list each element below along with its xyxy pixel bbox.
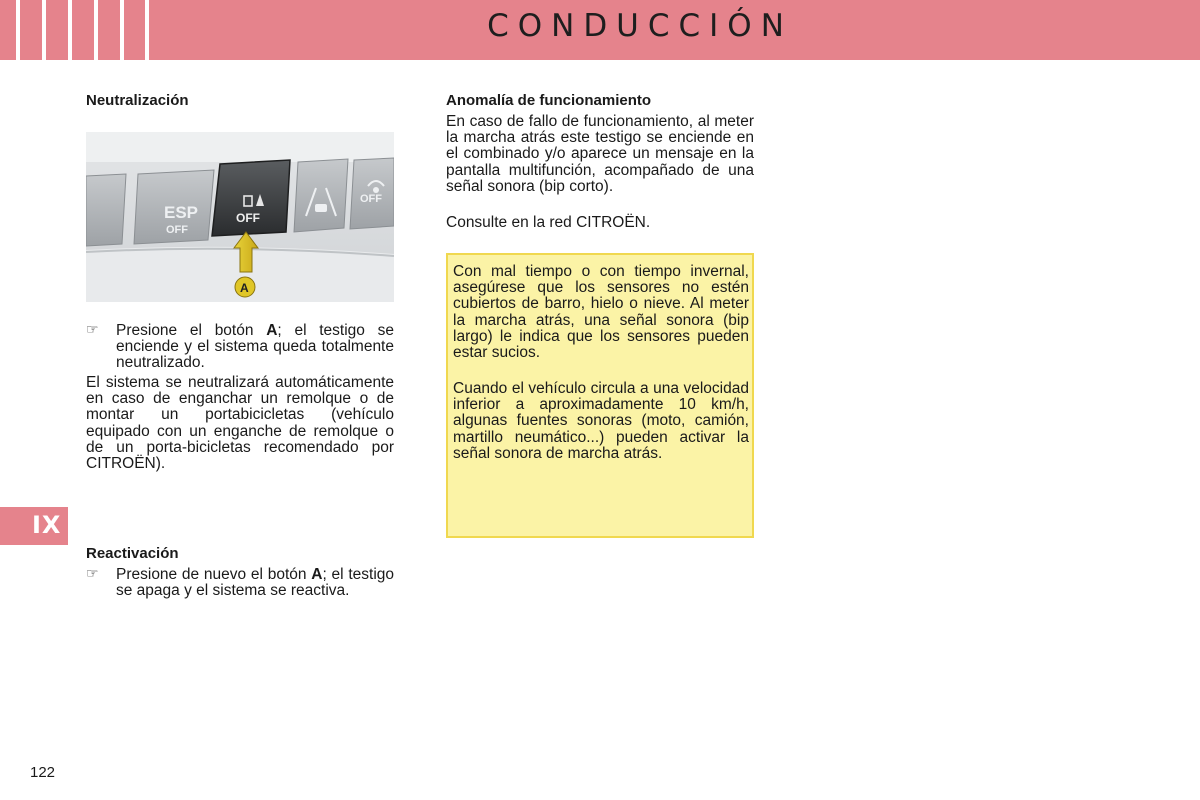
reactivation-heading: Reactivación: [86, 545, 179, 562]
header-stripe: [42, 0, 46, 60]
header-stripe: [94, 0, 98, 60]
notice-speed-text: Cuando el vehículo circula a una velocidad inferior a aproximadamente 10 km/h, algunas fuentes sonoras (moto, camión, martillo neumático...) pueden activar la señal sonora de marcha atrás.: [453, 380, 749, 462]
bullet-reactivate-bold: A: [311, 566, 323, 583]
anomaly-paragraph: En caso de fallo de funcionamiento, al meter la marcha atrás este testigo se enciende en el combinado y/o aparece un mensaje en la pantalla multifunción, acompañado de una señal sonora (bip corto).: [446, 113, 754, 195]
esp-label-top: ESP: [164, 203, 199, 222]
bullet-neutralize-pre: Presione el botón: [116, 322, 267, 339]
anomaly-heading: Anomalía de funcionamiento: [446, 92, 652, 109]
hand-pointer-icon: ☞: [86, 322, 99, 338]
neutralization-heading: Neutralización: [86, 92, 189, 109]
chapter-label: IX: [32, 511, 62, 539]
header-stripe: [145, 0, 149, 60]
neutralization-paragraph: El sistema se neutralizará automáticamente en caso de enganchar un remolque o de montar un portabicicletas (vehículo equipado con un enganche de remolque o de un porta-bicicletas recomendado por CITROËN).: [86, 374, 394, 473]
header-stripe: [16, 0, 20, 60]
header-stripe: [68, 0, 72, 60]
page-number: 122: [30, 764, 56, 781]
right-off-label: OFF: [360, 193, 382, 205]
chapter-tab: [0, 507, 68, 545]
notice-weather-text: Con mal tiempo o con tiempo invernal, asegúrese que los sensores no estén cubiertos de barro, hielo o nieve. Al meter la marcha atrás, una señal sonora (bip largo) le indica que los sensores pueden estar sucios.: [453, 263, 749, 362]
header-stripe: [120, 0, 124, 60]
page-title: CONDUCCIÓN: [487, 8, 793, 44]
bullet-neutralize-post: ; el testigo se enciende y el sistema queda totalmente neutralizado.: [116, 322, 395, 372]
header-band: [0, 0, 1200, 60]
bullet-neutralize-bold: A: [266, 322, 278, 339]
bullet-neutralize: [116, 323, 394, 372]
button-panel-photo: [86, 132, 394, 302]
bullet-reactivate: [116, 567, 394, 599]
photo-label-a: A: [240, 281, 249, 295]
hand-pointer-icon: ☞: [86, 566, 99, 582]
esp-label-bottom: OFF: [166, 224, 188, 236]
park-off-label: OFF: [236, 211, 260, 225]
weather-notice-box: [446, 253, 754, 538]
consult-paragraph: Consulte en la red CITROËN.: [446, 214, 651, 231]
bullet-reactivate-post: ; el testigo se apaga y el sistema se reactiva.: [116, 566, 395, 600]
bullet-reactivate-pre: Presione de nuevo el botón: [116, 566, 312, 583]
